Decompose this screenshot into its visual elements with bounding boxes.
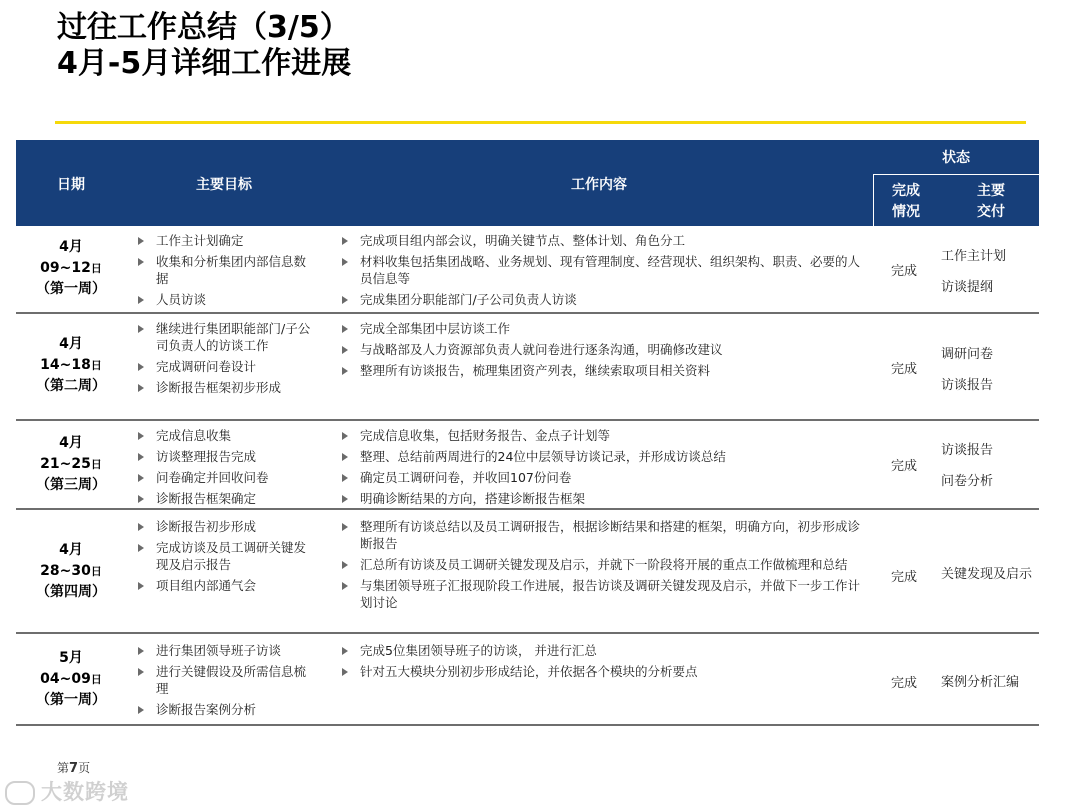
table-row (16, 510, 1039, 634)
work-item: 完成全部集团中层访谈工作 (338, 320, 860, 337)
table-row (16, 634, 1039, 726)
row-date (16, 433, 126, 496)
goal-item: 完成调研问卷设计 (134, 358, 314, 375)
header-done-line1: 完成 (892, 183, 920, 199)
goal-item: 收集和分析集团内部信息数据 (134, 253, 314, 287)
deliverable-item: 案例分析汇编 (941, 675, 1020, 690)
deliverable-item: 访谈报告 (941, 378, 994, 393)
work-item: 针对五大模块分别初步形成结论，并依据各个模块的分析要点 (338, 663, 860, 680)
goal-item: 问卷确定并回收问卷 (134, 469, 314, 486)
goal-item: 诊断报告初步形成 (134, 518, 314, 535)
table-header (16, 140, 1039, 226)
goal-item: 完成访谈及员工调研关键发现及启示报告 (134, 539, 314, 573)
row-work (338, 642, 860, 684)
row-work (338, 320, 860, 383)
goal-item: 进行集团领导班子访谈 (134, 642, 314, 659)
row-day-suffix: 日 (90, 359, 102, 372)
row-month: 4月 (59, 435, 83, 451)
work-item: 与集团领导班子汇报现阶段工作进展，报告访谈及调研关键发现及启示，并做下一步工作计划讨论 (338, 577, 860, 611)
work-item: 汇总所有访谈及员工调研关键发现及启示，并就下一阶段将开展的重点工作做梳理和总结 (338, 556, 860, 573)
status-badge: 完成 (890, 570, 917, 585)
row-goals (134, 518, 314, 598)
row-days: 28~30 (40, 563, 91, 579)
goal-item: 进行关键假设及所需信息梳理 (134, 663, 314, 697)
row-month: 5月 (59, 650, 83, 666)
row-deliverables (941, 248, 1041, 310)
row-date (16, 237, 126, 300)
header-deliv-line1: 主要 (977, 183, 1005, 199)
work-item: 完成集团分职能部门/子公司负责人访谈 (338, 291, 860, 308)
row-date (16, 334, 126, 397)
row-month: 4月 (59, 239, 83, 255)
header-work: 工作内容 (571, 177, 627, 193)
status-badge: 完成 (890, 676, 917, 691)
header-divider (873, 174, 1039, 175)
deliverable-item: 访谈提纲 (941, 280, 994, 295)
header-goal: 主要目标 (196, 177, 252, 193)
header-done (874, 181, 938, 223)
deliverable-item: 访谈报告 (941, 443, 994, 458)
work-item: 材料收集包括集团战略、业务规划、现有管理制度、经营现状、组织架构、职责、必要的人员信息等 (338, 253, 860, 287)
header-deliv-line2: 交付 (977, 204, 1005, 220)
row-date (16, 648, 126, 711)
work-item: 完成信息收集，包括财务报告、金点子计划等 (338, 427, 860, 444)
row-day-suffix: 日 (90, 262, 102, 275)
row-day-suffix: 日 (90, 673, 102, 686)
title-line-2: 4月-5月详细工作进展 (57, 46, 352, 81)
page-number (57, 759, 90, 776)
work-item: 整理所有访谈报告，梳理集团资产列表，继续索取项目相关资料 (338, 362, 860, 379)
row-deliverables (941, 346, 1041, 408)
row-deliverables (941, 566, 1041, 597)
goal-item: 完成信息收集 (134, 427, 314, 444)
deliverable-item: 关键发现及启示 (941, 567, 1033, 582)
deliverable-item: 工作主计划 (941, 249, 1007, 264)
row-month: 4月 (59, 336, 83, 352)
watermark-text: 大数跨境 (41, 780, 129, 804)
page-suffix: 页 (78, 761, 91, 775)
table-row (16, 421, 1039, 510)
header-date: 日期 (57, 177, 85, 193)
row-month: 4月 (59, 542, 83, 558)
row-work (338, 232, 860, 312)
header-deliverables (951, 181, 1031, 223)
work-item: 整理、总结前两周进行的24位中层领导访谈记录，并形成访谈总结 (338, 448, 860, 465)
status-badge: 完成 (890, 459, 917, 474)
deliverable-item: 问卷分析 (941, 474, 994, 489)
row-days: 04~09 (40, 671, 91, 687)
goal-item: 诊断报告框架确定 (134, 490, 314, 507)
row-week: （第一周） (36, 692, 106, 708)
row-deliverables (941, 674, 1041, 705)
row-week: （第四周） (36, 584, 106, 600)
row-goals (134, 642, 314, 722)
work-item: 确定员工调研问卷，并收回107份问卷 (338, 469, 860, 486)
row-week: （第二周） (36, 378, 106, 394)
title-underline (55, 121, 1026, 124)
header-status: 状态 (942, 150, 970, 166)
page-prefix: 第 (57, 761, 70, 775)
watermark-logo-icon (5, 781, 35, 805)
row-work (338, 427, 860, 511)
row-days: 21~25 (40, 456, 91, 472)
work-item: 完成项目组内部会议，明确关键节点、整体计划、角色分工 (338, 232, 860, 249)
status-badge: 完成 (890, 362, 917, 377)
page-title (57, 10, 351, 82)
row-days: 09~12 (40, 260, 91, 276)
goal-item: 项目组内部通气会 (134, 577, 314, 594)
row-work (338, 518, 860, 615)
goal-item: 人员访谈 (134, 291, 314, 308)
title-line-1: 过往工作总结（3/5） (57, 10, 350, 45)
row-week: （第三周） (36, 477, 106, 493)
page-num: 7 (69, 761, 79, 776)
work-item: 整理所有访谈总结以及员工调研报告，根据诊断结果和搭建的框架，明确方向，初步形成诊断报告 (338, 518, 860, 552)
row-goals (134, 232, 314, 312)
row-day-suffix: 日 (90, 458, 102, 471)
table-row (16, 314, 1039, 421)
goal-item: 诊断报告框架初步形成 (134, 379, 314, 396)
row-goals (134, 427, 314, 511)
work-item: 与战略部及人力资源部负责人就问卷进行逐条沟通，明确修改建议 (338, 341, 860, 358)
goal-item: 诊断报告案例分析 (134, 701, 314, 718)
row-days: 14~18 (40, 357, 91, 373)
table-row (16, 226, 1039, 314)
row-goals (134, 320, 314, 400)
row-deliverables (941, 442, 1041, 504)
goal-item: 工作主计划确定 (134, 232, 314, 249)
row-week: （第一周） (36, 281, 106, 297)
watermark (5, 776, 129, 806)
goal-item: 访谈整理报告完成 (134, 448, 314, 465)
row-day-suffix: 日 (90, 565, 102, 578)
row-date (16, 540, 126, 603)
work-item: 完成5位集团领导班子的访谈， 并进行汇总 (338, 642, 860, 659)
header-done-line2: 情况 (892, 204, 920, 220)
goal-item: 继续进行集团职能部门/子公司负责人的访谈工作 (134, 320, 314, 354)
status-badge: 完成 (890, 264, 917, 279)
work-item: 明确诊断结果的方向，搭建诊断报告框架 (338, 490, 860, 507)
deliverable-item: 调研问卷 (941, 347, 994, 362)
